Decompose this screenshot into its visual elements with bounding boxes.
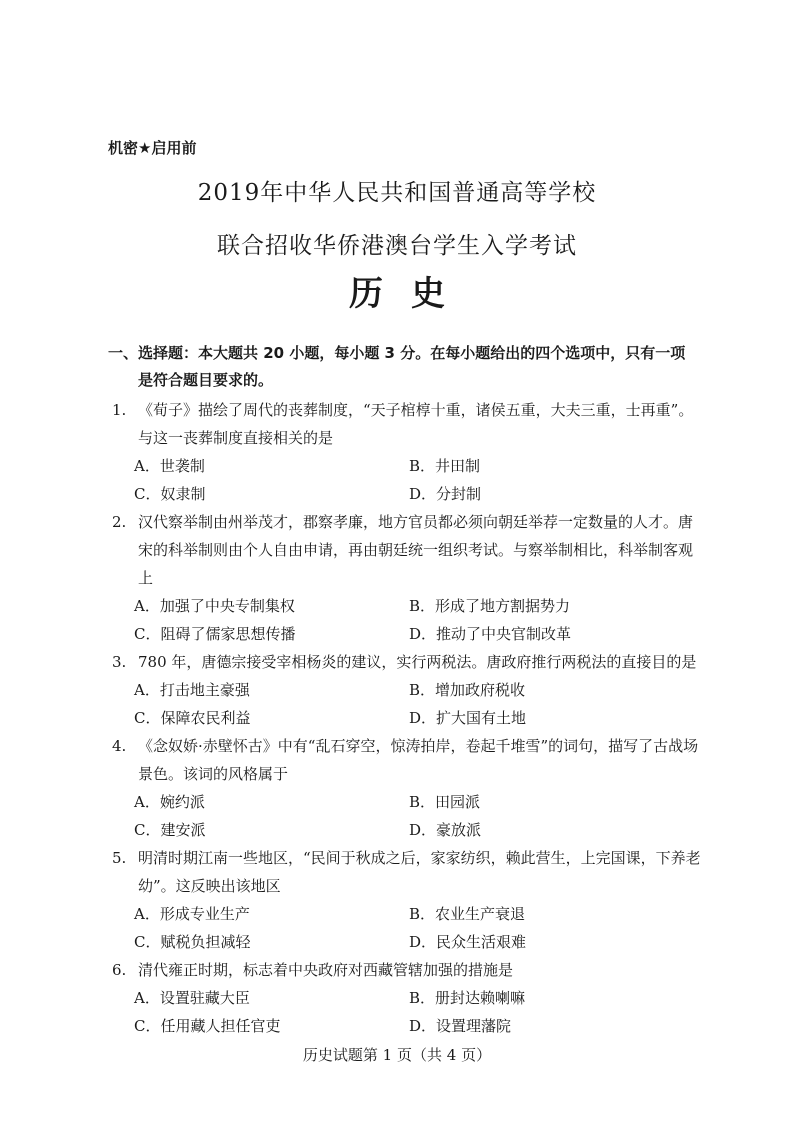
option-a: A．世袭制 [134, 457, 205, 475]
option-c: C．奴隶制 [134, 485, 206, 503]
question-3 [112, 648, 702, 732]
confidential-label: 机密★启用前 [108, 139, 197, 157]
option-b: B．形成了地方割据势力 [409, 597, 571, 615]
question-number: 6. [112, 961, 127, 979]
option-c: C．阻碍了儒家思想传播 [134, 625, 296, 643]
option-c: C．赋税负担减轻 [134, 933, 251, 951]
question-1 [112, 396, 702, 508]
option-d: D．推动了中央官制改革 [409, 625, 572, 643]
question-stem: 明清时期江南一些地区，“民间于秋成之后，家家纺织，赖此营生，上完国课，下养老幼”。这反映出该地区 [138, 849, 701, 895]
section-line2: 是符合题目要求的。 [138, 371, 274, 389]
option-d: D．分封制 [409, 485, 482, 503]
option-b: B．井田制 [409, 457, 481, 475]
option-c: C．任用藏人担任官吏 [134, 1017, 281, 1035]
question-number: 5. [112, 849, 127, 867]
option-a: A．婉约派 [134, 793, 205, 811]
question-number: 4. [112, 737, 127, 755]
question-list [112, 396, 702, 1040]
option-b: B．册封达赖喇嘛 [409, 989, 526, 1007]
option-d: D．民众生活艰难 [409, 933, 527, 951]
option-c: C．保障农民利益 [134, 709, 251, 727]
option-a: A．加强了中央专制集权 [134, 597, 295, 615]
question-6 [112, 956, 702, 1040]
question-2 [112, 508, 702, 648]
section-instructions [108, 340, 708, 394]
question-number: 1. [112, 401, 127, 419]
option-b: B．田园派 [409, 793, 481, 811]
exam-title-line1: 2019年中华人民共和国普通高等学校 [197, 180, 597, 206]
question-4 [112, 732, 702, 844]
option-d: D．扩大国有土地 [409, 709, 527, 727]
question-stem: 780 年，唐德宗接受宰相杨炎的建议，实行两税法。唐政府推行两税法的直接目的是 [138, 653, 697, 671]
option-a: A．打击地主豪强 [134, 681, 250, 699]
section-line1: 一、选择题：本大题共 20 小题，每小题 3 分。在每小题给出的四个选项中，只有一项 [108, 344, 686, 362]
option-d: D．设置理藩院 [409, 1017, 512, 1035]
question-5 [112, 844, 702, 956]
option-d: D．豪放派 [409, 821, 482, 839]
option-c: C．建安派 [134, 821, 206, 839]
question-number: 2. [112, 513, 127, 531]
option-b: B．增加政府税收 [409, 681, 526, 699]
option-a: A．设置驻藏大臣 [134, 989, 250, 1007]
option-b: B．农业生产衰退 [409, 905, 526, 923]
option-a: A．形成专业生产 [134, 905, 250, 923]
question-stem: 《念奴娇·赤壁怀古》中有“乱石穿空，惊涛拍岸，卷起千堆雪”的词句，描写了古战场景色。该词的风格属于 [138, 737, 699, 783]
question-number: 3. [112, 653, 127, 671]
question-stem: 清代雍正时期，标志着中央政府对西藏管辖加强的措施是 [138, 961, 514, 979]
question-stem: 《荀子》描绘了周代的丧葬制度，“天子棺椁十重，诸侯五重，大夫三重，士再重”。与这一丧葬制度直接相关的是 [138, 401, 694, 447]
exam-title-line2: 联合招收华侨港澳台学生入学考试 [217, 233, 577, 259]
question-stem: 汉代察举制由州举茂才，郡察孝廉，地方官员都必须向朝廷举荐一定数量的人才。唐宋的科举制则由个人自由申请，再由朝廷统一组织考试。与察举制相比，科举制客观上 [138, 513, 694, 587]
subject-title: 历史 [349, 274, 473, 314]
page-footer: 历史试题第 1 页（共 4 页） [302, 1046, 492, 1064]
